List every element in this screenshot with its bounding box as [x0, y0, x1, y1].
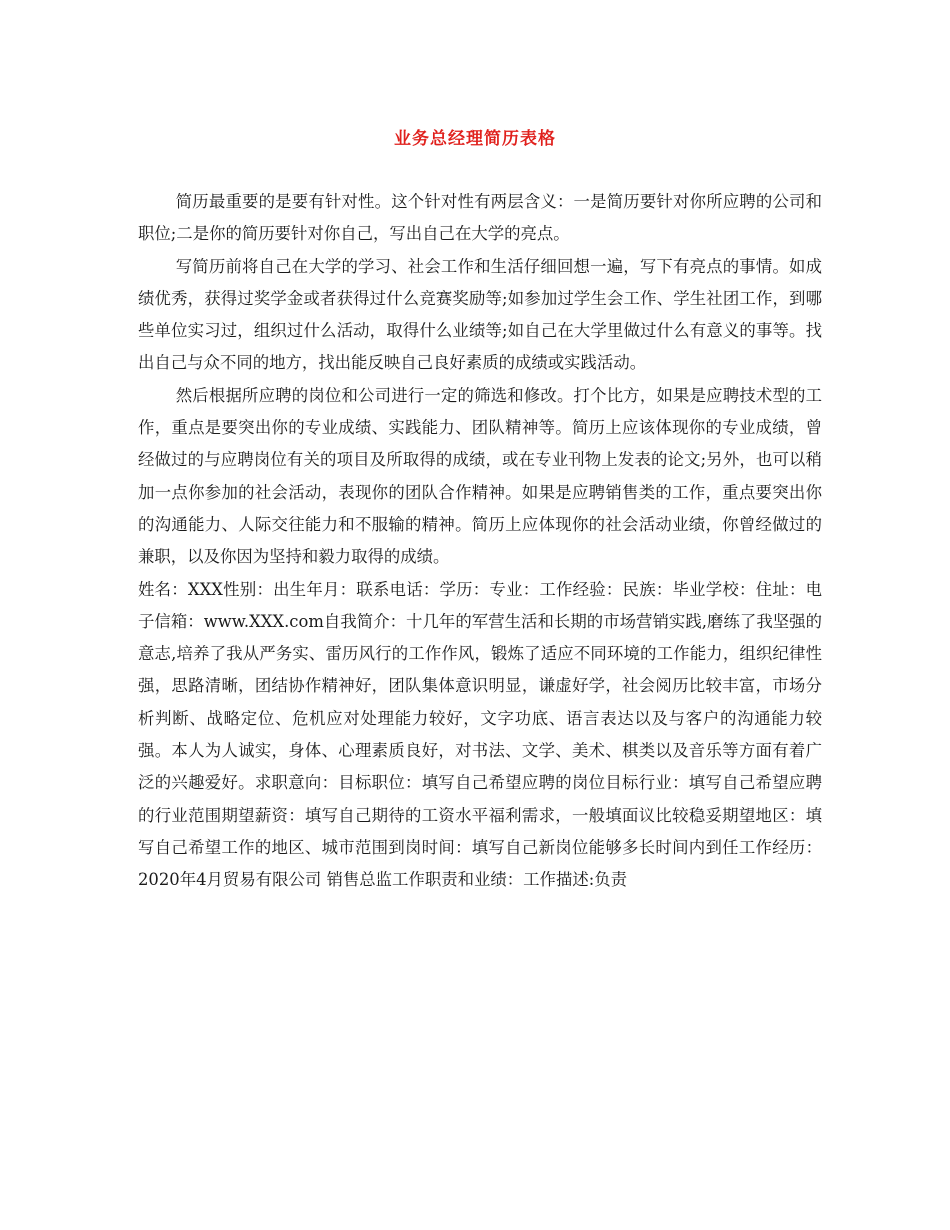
paragraph-2: 写简历前将自己在大学的学习、社会工作和生活仔细回想一遍，写下有亮点的事情。如成绩优秀，获得过奖学金或者获得过什么竞赛奖励等;如参加过学生会工作、学生社团工作，到哪些单位实习过，组织过什么活动，取得什么业绩等;如自己在大学里做过什么有意义的事等。找出自己与众不同的地方，找出能反映自己良好素质的成绩或实践活动。 [138, 256, 822, 373]
paragraph-1: 简历最重要的是要有针对性。这个针对性有两层含义：一是简历要针对你所应聘的公司和职位;二是你的简历要针对你自己，写出自己在大学的亮点。 [138, 192, 822, 244]
paragraph-3: 然后根据所应聘的岗位和公司进行一定的筛选和修改。打个比方，如果是应聘技术型的工作，重点是要突出你的专业成绩、实践能力、团队精神等。简历上应该体现你的专业成绩，曾经做过的与应聘岗位有关的项目及所取得的成绩，或在专业刊物上发表的论文;另外，也可以稍加一点你参加的社会活动，表现你的团队合作精神。如果是应聘销售类的工作，重点要突出你的沟通能力、人际交往能力和不服输的精神。简历上应体现你的社会活动业绩，你曾经做过的兼职，以及你因为坚持和毅力取得的成绩。 [138, 385, 822, 567]
document-title: 业务总经理简历表格 [394, 129, 556, 149]
resume-text: 姓名：XXX性别：出生年月：联系电话：学历：专业：工作经验：民族：毕业学校：住址：电子信箱：www.XXX.com自我简介：十几年的军营生活和长期的市场营销实践,磨练了我坚强的意志,培养了我从严务实、雷历风行的工作作风，锻炼了适应不同环境的工作能力，组织纪律性强，思路清晰，团结协作精神好，团队集体意识明显，谦虚好学，社会阅历比较丰富，市场分析判断、战略定位、危机应对处理能力较好，文字功底、语言表达以及与客户的沟通能力较强。本人为人诚实，身体、心理素质良好，对书法、文学、美术、棋类以及音乐等方面有着广泛的兴趣爱好。求职意向：目标职位：填写自己希望应聘的岗位目标行业：填写自己希望应聘的行业范围期望薪资：填写自己期待的工资水平福利需求，一般填面议比较稳妥期望地区：填写自己希望工作的地区、城市范围到岗时间：填写自己新岗位能够多长时间内到任工作经历：2020年4月贸易有限公司 销售总监工作职责和业绩：工作描述:负责 [138, 579, 822, 890]
document-body [138, 186, 822, 897]
